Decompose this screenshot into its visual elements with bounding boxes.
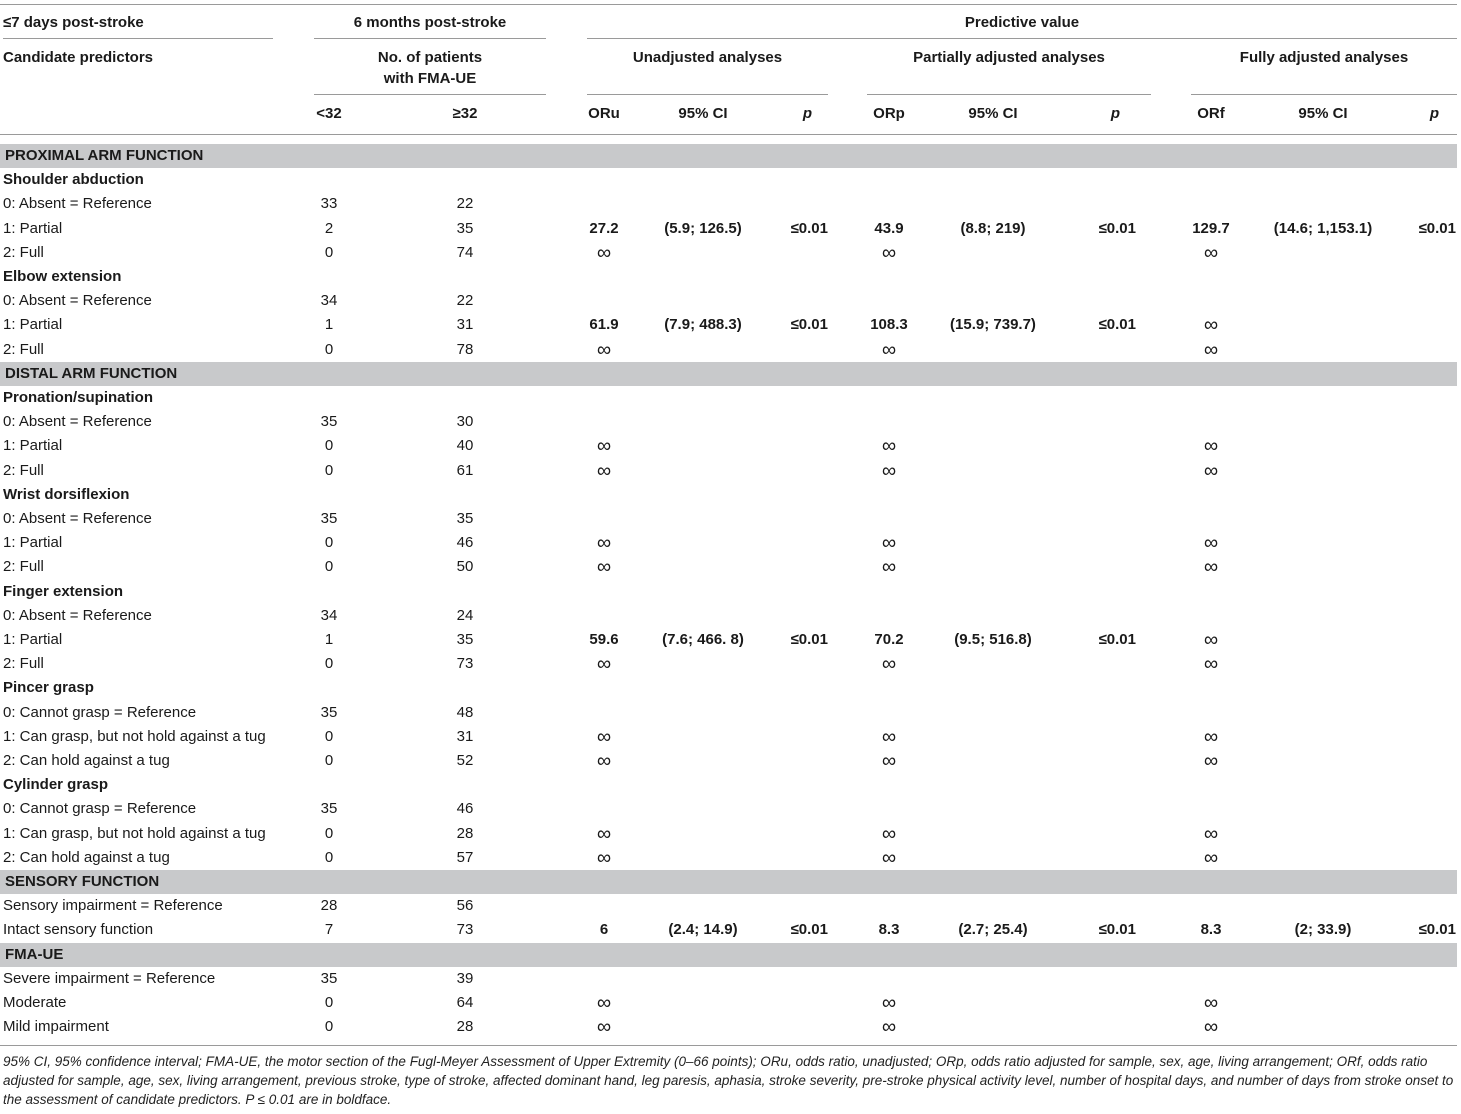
cell-orf: ∞ [1203,725,1219,748]
header-rule [314,94,546,95]
cell-ci-f: (14.6; 1,153.1) [1273,219,1373,237]
header-rule [314,38,546,39]
cell-oru: ∞ [596,992,612,1014]
header-p-partially: p [1110,105,1120,122]
cell-lt32: 35 [320,703,338,721]
row-label: 2: Full [3,340,44,358]
cell-oru: ∞ [596,846,612,869]
header-candidate-predictors: Candidate predictors [3,49,154,66]
header-orp: ORp [873,105,905,122]
cell-ge32: 73 [456,655,474,673]
section-header [0,943,1457,967]
row-label: Moderate [3,994,67,1011]
bottom-rule [0,1045,1457,1046]
cell-orf: ∞ [1203,846,1219,869]
section-label: PROXIMAL ARM FUNCTION [5,147,204,164]
cell-ci-p: (15.9; 739.7) [950,316,1036,334]
cell-ci-u: (5.9; 126.5) [664,219,742,237]
predictor-group-row [0,676,1461,700]
table-row [0,555,1461,579]
header-oru: ORu [588,105,620,122]
header-p-fully: p [1429,105,1439,122]
table-row [0,507,1461,531]
header-rule [587,94,828,95]
row-label: Intact sensory function [3,921,154,939]
predictor-group-label: Pincer grasp [3,679,94,697]
cell-oru: ∞ [596,822,612,845]
header-rule [587,38,1457,39]
cell-lt32: 0 [324,655,334,673]
row-label: 0: Cannot grasp = Reference [3,800,197,818]
row-label: 2: Full [3,558,44,576]
table-row [0,652,1461,676]
cell-orp: ∞ [881,1016,897,1039]
header-rule [3,38,273,39]
header-orf: ORf [1197,105,1225,122]
predictor-group-row [0,265,1461,289]
header-rule [1191,94,1457,95]
cell-p-p: ≤0.01 [1098,316,1136,334]
cell-lt32: 0 [324,752,334,769]
cell-lt32: 28 [320,897,338,915]
predictor-group-row [0,386,1461,410]
cell-orp: ∞ [881,338,897,361]
cell-lt32: 0 [324,824,334,842]
cell-orf: ∞ [1203,314,1219,337]
cell-orf: ∞ [1203,992,1219,1014]
cell-ge32: 74 [456,243,474,261]
cell-lt32: 0 [324,340,334,358]
row-label: 1: Partial [3,437,63,455]
row-label: Mild impairment [3,1018,109,1036]
header-partially-adjusted: Partially adjusted analyses [913,49,1105,66]
cell-lt32: 1 [324,316,334,334]
cell-ge32: 50 [456,558,474,576]
cell-orp: ∞ [881,435,897,458]
cell-lt32: 34 [320,606,338,624]
table-row [0,241,1461,265]
cell-orf: ∞ [1203,459,1219,482]
cell-ge32: 31 [456,316,474,334]
header-ci-partially: 95% CI [968,105,1018,122]
cell-oru: ∞ [596,338,612,361]
cell-lt32: 35 [320,413,338,431]
predictor-group-row [0,773,1461,797]
cell-ge32: 57 [456,848,474,866]
cell-p-u: ≤0.01 [790,921,828,939]
cell-oru: ∞ [596,459,612,482]
cell-orf: ∞ [1203,435,1219,458]
cell-lt32: 35 [320,510,338,527]
cell-orp: ∞ [881,653,897,676]
cell-orp: ∞ [881,725,897,748]
table-row [0,967,1461,991]
cell-orf: ∞ [1203,556,1219,579]
section-label: DISTAL ARM FUNCTION [5,364,178,382]
cell-lt32: 7 [324,921,334,939]
header-p-unadjusted: p [802,105,812,122]
predictor-group-label: Pronation/supination [3,389,153,406]
cell-lt32: 1 [324,631,334,648]
cell-orf: ∞ [1203,629,1219,651]
table-row [0,434,1461,458]
section-header [0,144,1457,168]
header-lt32: <32 [316,105,342,122]
cell-ge32: 30 [456,413,474,431]
header-patients-line2: with FMA-UE [383,70,477,87]
cell-ge32: 61 [456,461,474,479]
cell-oru: ∞ [596,435,612,458]
row-label: 1: Partial [3,534,63,552]
cell-orf: ∞ [1203,241,1219,264]
cell-lt32: 0 [324,558,334,576]
cell-orf: ∞ [1203,1016,1219,1039]
cell-oru: ∞ [596,725,612,748]
cell-ge32: 56 [456,897,474,915]
table-row [0,894,1461,918]
cell-ge32: 35 [456,631,474,648]
table-row [0,918,1461,942]
table-row [0,725,1461,749]
cell-lt32: 35 [320,800,338,818]
cell-ge32: 73 [456,921,474,939]
cell-ge32: 28 [456,824,474,842]
cell-lt32: 34 [320,292,338,310]
cell-orp: ∞ [881,992,897,1014]
header-bottom-rule [0,134,1457,135]
table-row [0,701,1461,725]
row-label: 1: Can grasp, but not hold against a tug [3,824,266,842]
predictor-group-label: Elbow extension [3,268,122,285]
header-timepoint-2: 6 months post-stroke [353,14,507,31]
row-label: 1: Partial [3,631,63,648]
predictor-group-row [0,483,1461,507]
section-header [0,362,1457,386]
cell-lt32: 0 [324,1018,334,1036]
table-row [0,604,1461,628]
cell-orp: ∞ [881,556,897,579]
cell-lt32: 0 [324,534,334,552]
cell-ci-u: (7.6; 466. 8) [662,631,744,648]
cell-orp: ∞ [881,241,897,264]
cell-ge32: 52 [456,752,474,769]
cell-ci-p: (9.5; 516.8) [954,631,1032,648]
row-label: Sensory impairment = Reference [3,897,223,915]
table-row [0,797,1461,821]
cell-orf: 8.3 [1200,921,1222,939]
cell-lt32: 0 [324,994,334,1011]
header-timepoint-1: ≤7 days post-stroke [3,14,144,31]
cell-ci-f: (2; 33.9) [1294,921,1352,939]
cell-ge32: 39 [456,969,474,987]
table-row [0,459,1461,483]
cell-lt32: 2 [324,219,334,237]
cell-ci-p: (8.8; 219) [960,219,1026,237]
predictor-group-label: Finger extension [3,582,124,600]
cell-orp: ∞ [881,846,897,869]
row-label: 2: Full [3,655,44,673]
cell-orp: 108.3 [870,316,908,334]
cell-lt32: 0 [324,437,334,455]
table-row [0,822,1461,846]
header-ci-fully: 95% CI [1298,105,1348,122]
cell-oru: ∞ [596,241,612,264]
row-label: 2: Can hold against a tug [3,752,170,769]
predictor-group-label: Cylinder grasp [3,776,109,794]
cell-p-u: ≤0.01 [790,631,828,648]
table-row [0,410,1461,434]
cell-lt32: 0 [324,243,334,261]
header-unadjusted: Unadjusted analyses [632,49,783,66]
row-label: 2: Can hold against a tug [3,848,170,866]
cell-oru: ∞ [596,556,612,579]
cell-orf: ∞ [1203,822,1219,845]
top-rule [0,4,1457,5]
cell-lt32: 33 [320,195,338,213]
cell-orf: 129.7 [1192,219,1230,237]
cell-ge32: 35 [456,219,474,237]
row-label: 2: Full [3,243,44,261]
cell-orp: 70.2 [874,631,904,648]
cell-oru: ∞ [596,532,612,555]
header-ci-unadjusted: 95% CI [678,105,728,122]
row-label: 0: Absent = Reference [3,510,152,527]
cell-p-f: ≤0.01 [1418,219,1456,237]
cell-ge32: 46 [456,534,474,552]
table-row [0,1015,1461,1039]
cell-p-p: ≤0.01 [1098,631,1136,648]
cell-orp: ∞ [881,459,897,482]
table-row [0,846,1461,870]
table-row [0,289,1461,313]
cell-ge32: 31 [456,727,474,745]
header-patients-line1: No. of patients [377,49,483,66]
row-label: 0: Absent = Reference [3,413,152,431]
cell-ge32: 35 [456,510,474,527]
cell-orf: ∞ [1203,653,1219,676]
cell-orf: ∞ [1203,750,1219,772]
table-row [0,991,1461,1015]
cell-orp: ∞ [881,532,897,555]
header-ge32: ≥32 [452,105,478,122]
cell-p-p: ≤0.01 [1098,219,1136,237]
row-label: 1: Can grasp, but not hold against a tug [3,727,266,745]
section-label: FMA-UE [5,945,64,963]
cell-orf: ∞ [1203,532,1219,555]
cell-ge32: 22 [456,292,474,310]
cell-oru: ∞ [596,1016,612,1039]
table-row [0,313,1461,337]
predictor-group-row [0,168,1461,192]
cell-orp: 43.9 [874,219,904,237]
cell-ci-p: (2.7; 25.4) [958,921,1028,939]
cell-ge32: 78 [456,340,474,358]
row-label: 0: Cannot grasp = Reference [3,703,197,721]
cell-orp: 8.3 [878,921,900,939]
cell-ge32: 28 [456,1018,474,1036]
row-label: 0: Absent = Reference [3,292,152,310]
cell-orp: ∞ [881,750,897,772]
cell-oru: ∞ [596,750,612,772]
cell-ge32: 64 [456,994,474,1011]
table-row [0,531,1461,555]
table-row [0,338,1461,362]
cell-lt32: 0 [324,727,334,745]
cell-oru: 59.6 [589,631,619,648]
table-row [0,192,1461,216]
cell-lt32: 35 [320,969,338,987]
cell-ci-u: (2.4; 14.9) [668,921,738,939]
cell-orp: ∞ [881,822,897,845]
cell-oru: 27.2 [589,219,619,237]
section-header [0,870,1457,894]
cell-ci-u: (7.9; 488.3) [664,316,742,334]
cell-p-u: ≤0.01 [790,219,828,237]
cell-lt32: 0 [324,848,334,866]
row-label: 2: Full [3,461,44,479]
predictor-group-row [0,580,1461,604]
cell-oru: ∞ [596,653,612,676]
table-row [0,217,1461,241]
table-footnote: 95% CI, 95% confidence interval; FMA-UE, the motor section of the Fugl-Meyer Assessment of Upper Extremity (0–66 points); ORu, odds ratio, unadjusted; ORp, odds ratio adjusted for sample, sex, age, living arrangement; ORf, odds ratio adjusted for sample, age, sex, living arrangement, previous stroke, type of stroke, affected dominant hand, leg paresis, aphasia, stroke severity, pre-stroke physical activity level, number of hospital days, and number of days from stroke onset to the assessment of candidate predictors. P ≤ 0.01 are in boldface. [3,1054,1454,1107]
header-predictive-value: Predictive value [964,14,1080,31]
cell-ge32: 40 [456,437,474,455]
cell-ge32: 48 [456,703,474,721]
cell-oru: 61.9 [589,316,619,334]
header-fully-adjusted: Fully adjusted analyses [1239,49,1409,66]
cell-oru: 6 [599,921,609,939]
cell-p-u: ≤0.01 [790,316,828,334]
predictor-group-label: Wrist dorsiflexion [3,485,130,503]
row-label: 0: Absent = Reference [3,606,152,624]
cell-lt32: 0 [324,461,334,479]
row-label: 0: Absent = Reference [3,195,152,213]
table-row [0,749,1461,773]
cell-p-f: ≤0.01 [1418,921,1456,939]
cell-ge32: 46 [456,800,474,818]
header-rule [867,94,1151,95]
predictor-group-label: Shoulder abduction [3,171,144,189]
row-label: Severe impairment = Reference [3,969,216,987]
row-label: 1: Partial [3,316,63,334]
section-label: SENSORY FUNCTION [5,873,160,890]
table-row [0,628,1461,652]
cell-orf: ∞ [1203,338,1219,361]
cell-ge32: 22 [456,195,474,213]
row-label: 1: Partial [3,219,63,237]
cell-ge32: 24 [456,606,474,624]
cell-p-p: ≤0.01 [1098,921,1136,939]
